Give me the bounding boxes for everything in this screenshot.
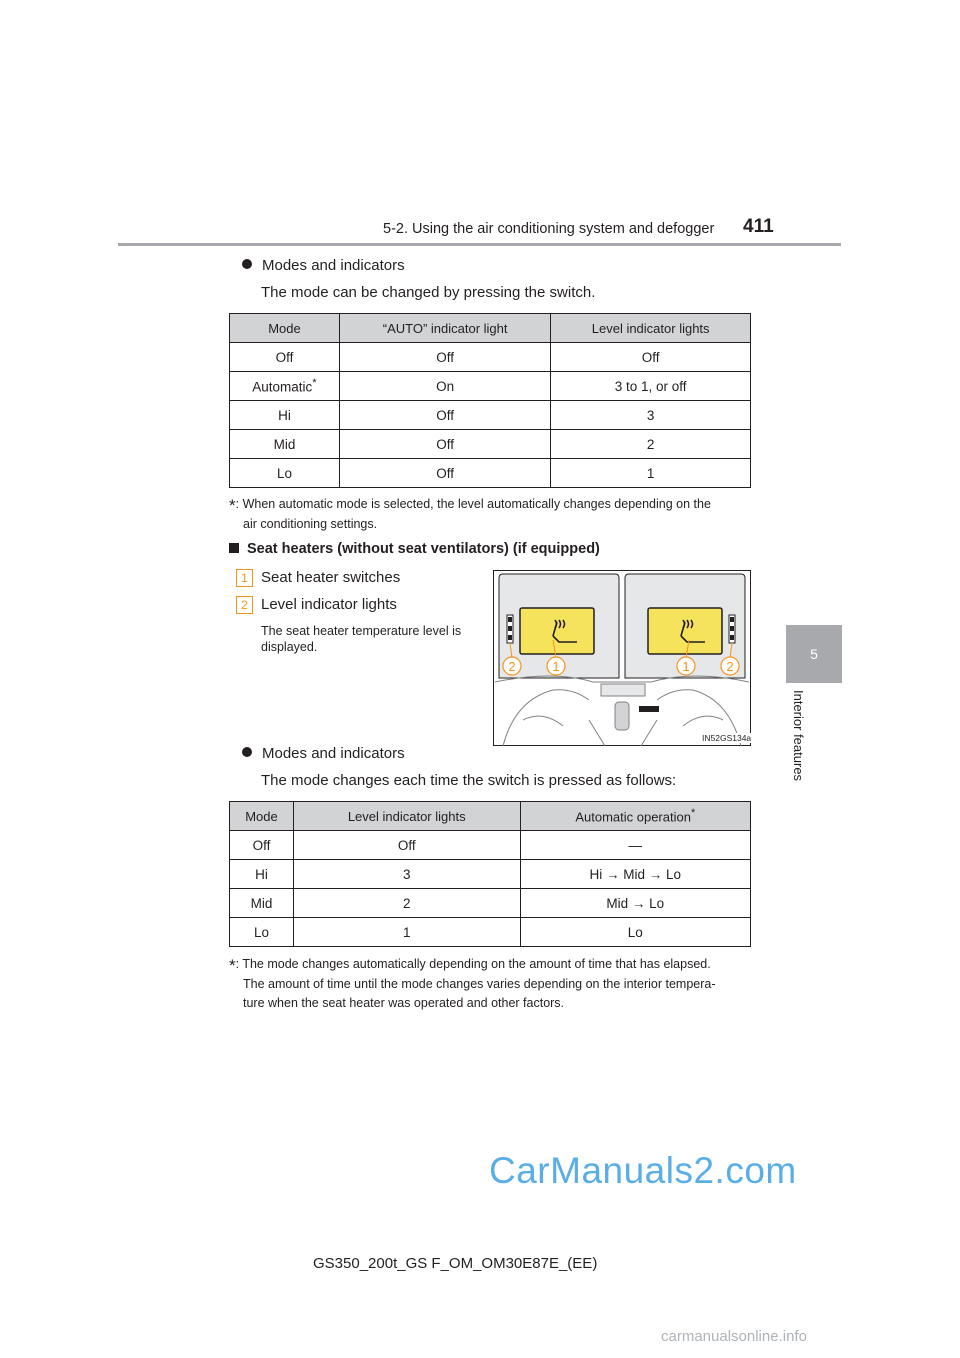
footnote-text: ture when the seat heater was operated and other factors. bbox=[243, 996, 565, 1010]
table-row bbox=[230, 918, 751, 947]
document-code: GS350_200t_GS F_OM_OM30E87E_(EE) bbox=[313, 1255, 598, 1272]
table-header-cell: “AUTO” indicator light bbox=[339, 314, 550, 343]
table-cell: — bbox=[520, 831, 751, 860]
table-row bbox=[230, 401, 751, 430]
footnote-text: air conditioning settings. bbox=[243, 517, 378, 531]
asterisk-mark: * bbox=[312, 377, 317, 390]
footnote-text: : The mode changes automatically depending on the amount of time that has elapsed. bbox=[235, 957, 711, 971]
table-cell: 1 bbox=[293, 918, 520, 947]
table-cell: Mid → Lo bbox=[520, 889, 751, 918]
table-cell: Off bbox=[339, 430, 550, 459]
table-cell: Mid bbox=[230, 430, 340, 459]
figure-callout: 1 bbox=[552, 659, 560, 674]
table-cell: On bbox=[339, 372, 550, 401]
table-cell: Hi → Mid → Lo bbox=[520, 860, 751, 889]
bullet-dot-icon bbox=[242, 747, 252, 757]
seat-heater-illustration bbox=[493, 570, 751, 746]
modes-table-2 bbox=[229, 801, 751, 947]
callout-number-2: 2 bbox=[236, 596, 253, 614]
page-number: 411 bbox=[743, 216, 774, 237]
cell-text: Automatic bbox=[252, 379, 313, 395]
section-heading-text: Seat heaters (without seat ventilators) (if equipped) bbox=[247, 541, 600, 557]
table-header-cell bbox=[520, 802, 751, 831]
modes-bullet-2 bbox=[242, 745, 405, 762]
table-cell: Hi bbox=[230, 860, 294, 889]
bullet-text: Modes and indicators bbox=[262, 745, 405, 762]
modes-bullet-1 bbox=[242, 257, 405, 274]
figure-callout: 2 bbox=[508, 659, 516, 674]
table-cell: Off bbox=[230, 831, 294, 860]
table-cell: Lo bbox=[230, 918, 294, 947]
table-row bbox=[230, 430, 751, 459]
table-header-cell: Level indicator lights bbox=[551, 314, 751, 343]
figure-callout: 2 bbox=[726, 659, 734, 674]
callout-number-1: 1 bbox=[236, 569, 253, 587]
modes-description-2: The mode changes each time the switch is pressed as follows: bbox=[261, 772, 677, 789]
table-cell: 3 to 1, or off bbox=[551, 372, 751, 401]
table-cell: Mid bbox=[230, 889, 294, 918]
table-cell: Lo bbox=[520, 918, 751, 947]
bullet-dot-icon bbox=[242, 259, 252, 269]
asterisk-mark: * bbox=[690, 807, 696, 820]
chapter-label: Interior features bbox=[791, 690, 806, 782]
table-cell: Off bbox=[230, 343, 340, 372]
seat-heater-figure bbox=[493, 570, 751, 746]
footnote-text: The amount of time until the mode changes varies depending on the interior tempera- bbox=[243, 977, 716, 991]
table-cell: Off bbox=[339, 401, 550, 430]
table-cell: Off bbox=[339, 343, 550, 372]
footnote-2 bbox=[229, 955, 751, 1013]
table-cell: Off bbox=[339, 459, 550, 488]
footnote-1 bbox=[229, 495, 751, 534]
square-bullet-icon bbox=[229, 543, 239, 553]
section-title: 5-2. Using the air conditioning system and defogger bbox=[383, 221, 715, 237]
table-cell: 3 bbox=[293, 860, 520, 889]
footnote-asterisk: * bbox=[229, 956, 236, 975]
table-row bbox=[230, 889, 751, 918]
figure-code: IN52GS134a bbox=[702, 733, 752, 743]
table-row bbox=[230, 831, 751, 860]
footnote-text: : When automatic mode is selected, the level automatically changes depending on the bbox=[235, 497, 711, 511]
table-cell: Hi bbox=[230, 401, 340, 430]
section-heading bbox=[229, 541, 600, 557]
watermark-text: carmanualsonline.info bbox=[661, 1328, 807, 1345]
table-cell: 3 bbox=[551, 401, 751, 430]
footnote-asterisk: * bbox=[229, 496, 236, 515]
item-label-seat-heater-switches: Seat heater switches bbox=[261, 569, 401, 586]
table-header-row bbox=[230, 802, 751, 831]
modes-table-1 bbox=[229, 313, 751, 488]
bullet-text: Modes and indicators bbox=[262, 257, 405, 274]
table-row bbox=[230, 372, 751, 401]
chapter-tab: 5 bbox=[786, 625, 842, 683]
table-cell: Off bbox=[551, 343, 751, 372]
table-row bbox=[230, 860, 751, 889]
table-row bbox=[230, 459, 751, 488]
header-text: Automatic operation bbox=[575, 809, 691, 825]
header-divider bbox=[118, 243, 841, 246]
table-header-cell: Level indicator lights bbox=[293, 802, 520, 831]
table-cell bbox=[230, 372, 340, 401]
modes-description-1: The mode can be changed by pressing the switch. bbox=[261, 284, 596, 301]
watermark-logo: CarManuals2.com bbox=[489, 1150, 797, 1191]
table-cell: 2 bbox=[293, 889, 520, 918]
table-header-cell: Mode bbox=[230, 314, 340, 343]
table-header-row bbox=[230, 314, 751, 343]
table-cell: Lo bbox=[230, 459, 340, 488]
item-label-level-indicator-lights: Level indicator lights bbox=[261, 596, 397, 613]
table-cell: 1 bbox=[551, 459, 751, 488]
table-header-cell: Mode bbox=[230, 802, 294, 831]
table-cell: 2 bbox=[551, 430, 751, 459]
table-row bbox=[230, 343, 751, 372]
table-cell: Off bbox=[293, 831, 520, 860]
figure-callout: 1 bbox=[682, 659, 690, 674]
item-description: The seat heater temperature level is displayed. bbox=[261, 624, 462, 654]
